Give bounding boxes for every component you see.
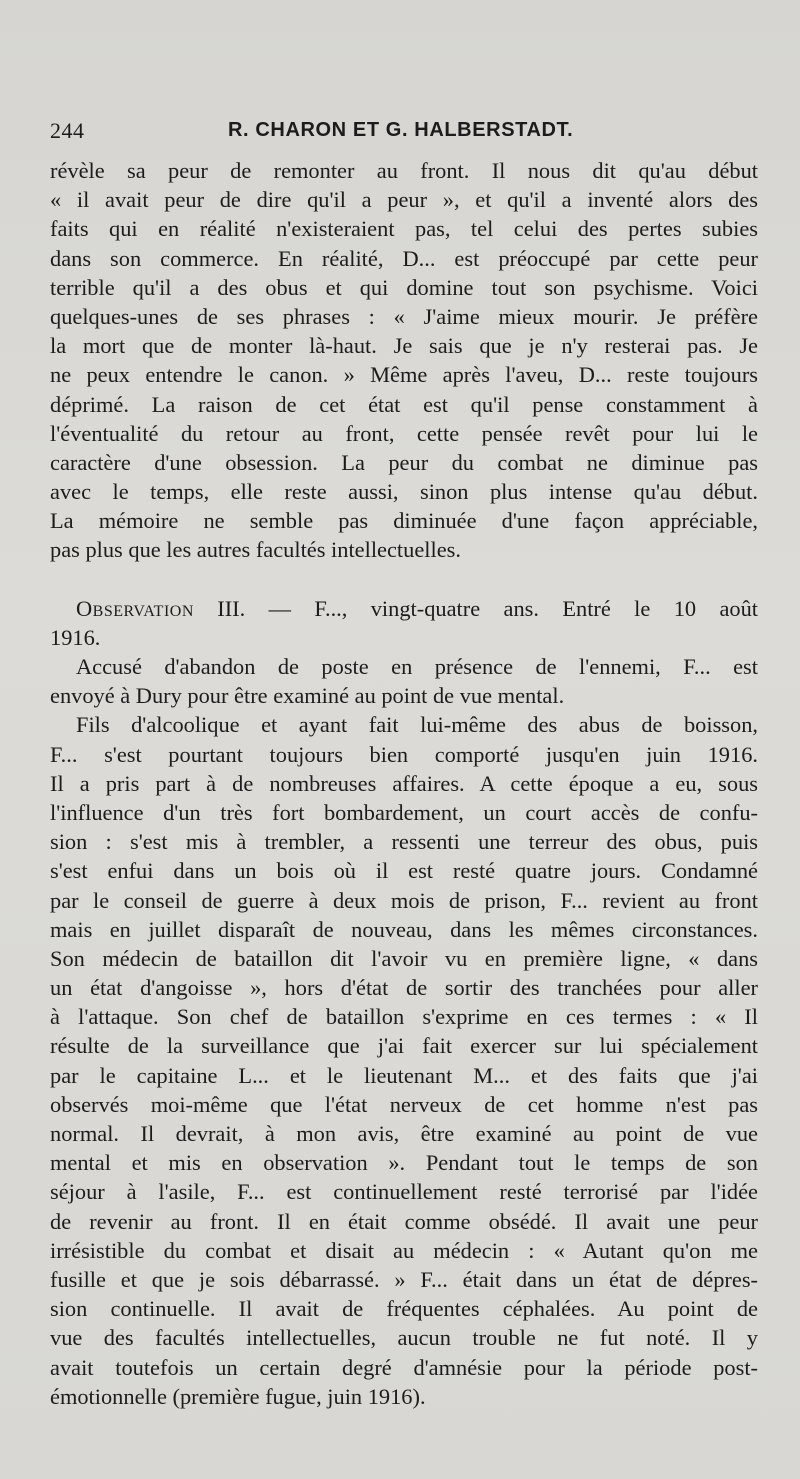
text-line: fusille et que je sois débarrassé. » F... était dans un état de dépres- <box>50 1266 758 1292</box>
text-line: caractère d'une obsession. La peur du combat ne diminue pas <box>50 449 758 475</box>
text-line: un état d'angoisse », hors d'état de sortir des tranchées pour aller <box>50 975 758 1001</box>
observation-label: Observation <box>76 595 194 621</box>
text-line: déprimé. La raison de cet état est qu'il pense constamment à <box>50 391 758 417</box>
paragraph-3 <box>50 710 758 1411</box>
text-line: mental et mis en observation ». Pendant tout le temps de son <box>50 1150 758 1176</box>
text-line: à l'attaque. Son chef de bataillon s'exprime en ces termes : « Il <box>50 1004 758 1030</box>
text-line: faits qui en réalité n'existeraient pas, tel celui des pertes subies <box>50 216 758 242</box>
text-line: vue des facultés intellectuelles, aucun trouble ne fut noté. Il y <box>50 1325 758 1351</box>
observation-text: III. — F..., vingt-quatre ans. Entré le 10 août <box>193 595 758 621</box>
observation-year: 1916. <box>50 624 101 650</box>
text-line: par le capitaine L... et le lieutenant M... et des faits que j'ai <box>50 1062 758 1088</box>
text-line: F... s'est pourtant toujours bien comporté jusqu'en juin 1916. <box>50 741 758 767</box>
running-head: R. CHARON ET G. HALBERSTADT. <box>228 119 574 141</box>
text-line: émotionnelle (première fugue, juin 1916). <box>50 1383 426 1409</box>
text-line: l'éventualité du retour au front, cette pensée revêt pour lui le <box>50 420 758 446</box>
text-line: Accusé d'abandon de poste en présence de l'ennemi, F... est <box>76 654 758 679</box>
observation-line <box>50 594 758 623</box>
text-line: La mémoire ne semble pas diminuée d'une façon appréciable, <box>50 508 758 534</box>
text-line: séjour à l'asile, F... est continuellement resté terrorisé par l'idée <box>50 1179 758 1205</box>
text-line: envoyé à Dury pour être examiné au point de vue mental. <box>50 683 565 709</box>
text-line: par le conseil de guerre à deux mois de prison, F... revient au front <box>50 887 758 913</box>
text-line: ne peux entendre le canon. » Même après l'aveu, D... reste toujours <box>50 362 758 388</box>
section-gap <box>50 565 758 594</box>
text-line: pas plus que les autres facultés intellectuelles. <box>50 537 461 563</box>
text-line: avec le temps, elle reste aussi, sinon plus intense qu'au début. <box>50 479 758 505</box>
text-line: révèle sa peur de remonter au front. Il nous dit qu'au début <box>50 158 758 183</box>
text-line: sion continuelle. Il avait de fréquentes céphalées. Au point de <box>50 1296 758 1322</box>
text-line: Il a pris part à de nombreuses affaires. A cette époque a eu, sous <box>50 770 758 796</box>
paragraph-1 <box>50 156 758 565</box>
text-line: résulte de la surveillance que j'ai fait exercer sur lui spécialement <box>50 1033 758 1059</box>
text-line: observés moi-même que l'état nerveux de cet homme n'est pas <box>50 1091 758 1117</box>
text-line: sion : s'est mis à trembler, a ressenti une terreur des obus, puis <box>50 829 758 855</box>
text-line: « il avait peur de dire qu'il a peur », et qu'il a inventé alors des <box>50 187 758 213</box>
text-line: normal. Il devrait, à mon avis, être examiné au point de vue <box>50 1121 758 1146</box>
observation-heading <box>50 594 758 652</box>
text-line: Son médecin de bataillon dit l'avoir vu en première ligne, « dans <box>50 945 758 971</box>
text-line: quelques-unes de ses phrases : « J'aime mieux mourir. Je préfère <box>50 303 758 329</box>
text-line: Fils d'alcoolique et ayant fait lui-même des abus de boisson, <box>76 712 758 738</box>
text-line: terrible qu'il a des obus et qui domine tout son psychisme. Voici <box>50 274 758 300</box>
text-line: de revenir au front. Il en était comme obsédé. Il avait une peur <box>50 1208 758 1234</box>
page-number: 244 <box>50 118 85 143</box>
text-line: dans son commerce. En réalité, D... est préoccupé par cette peur <box>50 245 758 271</box>
page-body <box>50 156 758 1411</box>
text-line: avait toutefois un certain degré d'amnésie pour la période post- <box>50 1354 758 1380</box>
page-header <box>50 118 780 150</box>
text-line: l'influence d'un très fort bombardement, un court accès de confu- <box>50 799 758 825</box>
paragraph-2 <box>50 652 758 710</box>
text-line: la mort que de monter là-haut. Je sais que je n'y resterai pas. Je <box>50 333 758 359</box>
text-line: mais en juillet disparaît de nouveau, dans les mêmes circonstances. <box>50 916 758 942</box>
text-line: s'est enfui dans un bois où il est resté quatre jours. Condamné <box>50 858 758 884</box>
text-line: irrésistible du combat et disait au médecin : « Autant qu'on me <box>50 1237 758 1263</box>
